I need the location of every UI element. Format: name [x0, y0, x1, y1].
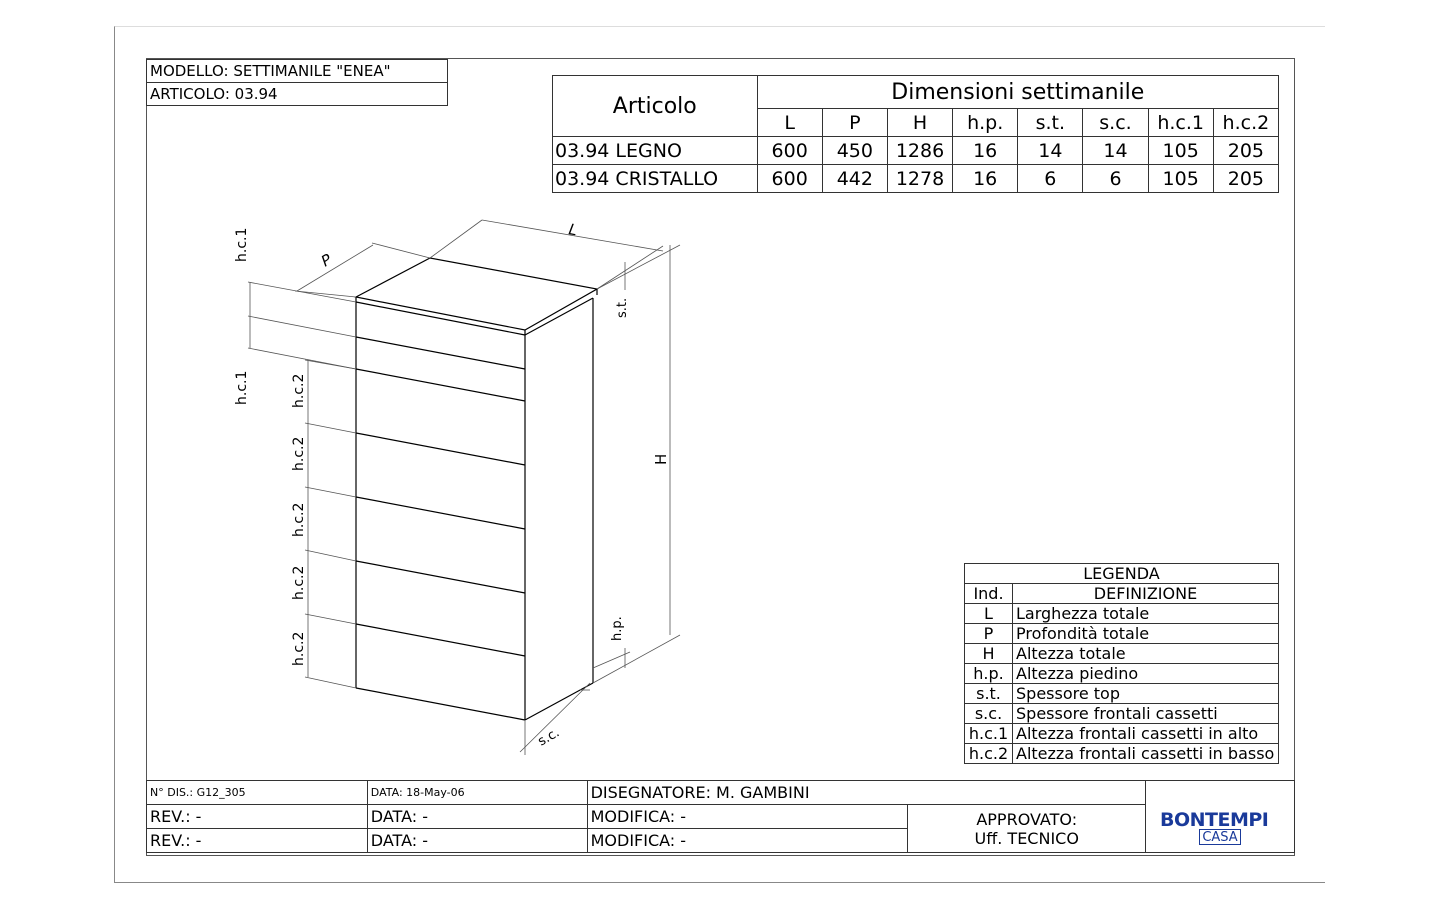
col-header: h.p. [953, 109, 1018, 137]
cell: 1286 [887, 137, 952, 165]
cell: 205 [1213, 165, 1278, 193]
drawer-line [356, 561, 525, 593]
label-st: s.t. [615, 297, 630, 318]
cell: 6 [1083, 165, 1148, 193]
legend-def: Altezza totale [1013, 644, 1279, 664]
bontempi-logo: BONTEMPI [1160, 809, 1269, 831]
col-header: h.c.1 [1148, 109, 1213, 137]
legend-ind: L [965, 604, 1013, 624]
casa-logo: CASA [1199, 829, 1241, 845]
drawer-line [356, 369, 525, 401]
label-hc2: h.c.2 [291, 436, 307, 471]
col-header: s.t. [1018, 109, 1083, 137]
cell: 600 [757, 165, 822, 193]
legend-def: Spessore frontali cassetti [1013, 704, 1279, 724]
legend-ind: P [965, 624, 1013, 644]
approval-cell [908, 805, 1146, 853]
top-edge [525, 298, 593, 335]
extension-line [305, 487, 356, 497]
cell: 205 [1213, 137, 1278, 165]
drawer-line [356, 624, 525, 656]
drawer-line [356, 497, 525, 529]
legend-ind: h.p. [965, 664, 1013, 684]
modification-2: MODIFICA: - [587, 829, 908, 853]
list-item [965, 744, 1279, 764]
designer: DISEGNATORE: M. GAMBINI [587, 781, 1146, 805]
extension-line [597, 245, 680, 289]
list-item [965, 664, 1279, 684]
col-header: H [887, 109, 952, 137]
body-bottom-side [525, 683, 593, 720]
cell: 14 [1018, 137, 1083, 165]
legend-def: Altezza piedino [1013, 664, 1279, 684]
legend-def: Profondità totale [1013, 624, 1279, 644]
legend-ind: h.c.1 [965, 724, 1013, 744]
article-code: ARTICOLO: 03.94 [147, 83, 448, 106]
cell: 16 [953, 137, 1018, 165]
legend-def: Altezza frontali cassetti in alto [1013, 724, 1279, 744]
cell: 14 [1083, 137, 1148, 165]
articolo-header: Articolo [553, 76, 758, 137]
legend-def: Altezza frontali cassetti in basso [1013, 744, 1279, 764]
dimensions-title: Dimensioni settimanile [757, 76, 1278, 109]
cell: 442 [822, 165, 887, 193]
approved-by: Uff. TECNICO [974, 828, 1079, 848]
revision-2: REV.: - [147, 829, 368, 853]
label-hc2: h.c.2 [291, 631, 307, 666]
extension-line [305, 677, 356, 688]
label-hc1: h.c.1 [234, 227, 250, 262]
legend-ind: h.c.2 [965, 744, 1013, 764]
extension-line [305, 423, 356, 433]
modification-1: MODIFICA: - [587, 805, 908, 829]
row-name: 03.94 CRISTALLO [553, 165, 758, 193]
extension-line [593, 635, 680, 683]
revision-1: REV.: - [147, 805, 368, 829]
col-header: s.c. [1083, 109, 1148, 137]
legend-def: Spessore top [1013, 684, 1279, 704]
list-item [965, 704, 1279, 724]
extension-line [305, 360, 356, 369]
cell: 105 [1148, 137, 1213, 165]
cell: 6 [1018, 165, 1083, 193]
top-edge [356, 302, 525, 335]
extension-line [597, 246, 663, 289]
cell: 16 [953, 165, 1018, 193]
dimension-labels [234, 220, 670, 749]
legend-col-ind: Ind. [965, 584, 1013, 604]
label-l: L [567, 220, 579, 240]
cell: 450 [822, 137, 887, 165]
label-hc1: h.c.1 [234, 370, 250, 405]
cell: 105 [1148, 165, 1213, 193]
legend-def: Larghezza totale [1013, 604, 1279, 624]
drawing-date: DATA: 18-May-06 [367, 781, 587, 805]
drawer-line [356, 337, 525, 369]
list-item [965, 644, 1279, 664]
col-header: P [822, 109, 887, 137]
list-item [965, 724, 1279, 744]
label-sc: s.c. [535, 725, 563, 750]
cell: 1278 [887, 165, 952, 193]
label-h: H [652, 453, 670, 465]
title-block [146, 780, 1295, 853]
revision-date-2: DATA: - [367, 829, 587, 853]
p-dimension-line [297, 245, 373, 291]
legend-title: LEGENDA [965, 564, 1279, 584]
extension-line [305, 550, 356, 561]
col-header: h.c.2 [1213, 109, 1278, 137]
row-name: 03.94 LEGNO [553, 137, 758, 165]
label-hc2: h.c.2 [291, 502, 307, 537]
legend-table [964, 563, 1279, 764]
list-item [965, 624, 1279, 644]
extension-line [248, 282, 356, 302]
label-hc2: h.c.2 [291, 373, 307, 408]
approved-label: APPROVATO: [976, 809, 1078, 829]
top-face [356, 258, 597, 330]
label-hc2: h.c.2 [291, 565, 307, 600]
body-bottom [356, 688, 525, 720]
col-header: L [757, 109, 822, 137]
legend-col-def: DEFINIZIONE [1013, 584, 1279, 604]
legend-ind: s.t. [965, 684, 1013, 704]
list-item [965, 684, 1279, 704]
model-name: MODELLO: SETTIMANILE "ENEA" [147, 60, 448, 83]
cabinet-outline [356, 258, 597, 720]
extension-line [248, 316, 356, 337]
label-hp: h.p. [610, 616, 625, 641]
extension-line [372, 243, 430, 258]
drawing-number: N° DIS.: G12_305 [147, 781, 368, 805]
drawer-line [356, 433, 525, 465]
legend-ind: H [965, 644, 1013, 664]
list-item [965, 604, 1279, 624]
extension-line [305, 614, 356, 624]
extension-line [430, 220, 482, 258]
cell: 600 [757, 137, 822, 165]
legend-ind: s.c. [965, 704, 1013, 724]
revision-date-1: DATA: - [367, 805, 587, 829]
label-p: P [318, 250, 335, 271]
